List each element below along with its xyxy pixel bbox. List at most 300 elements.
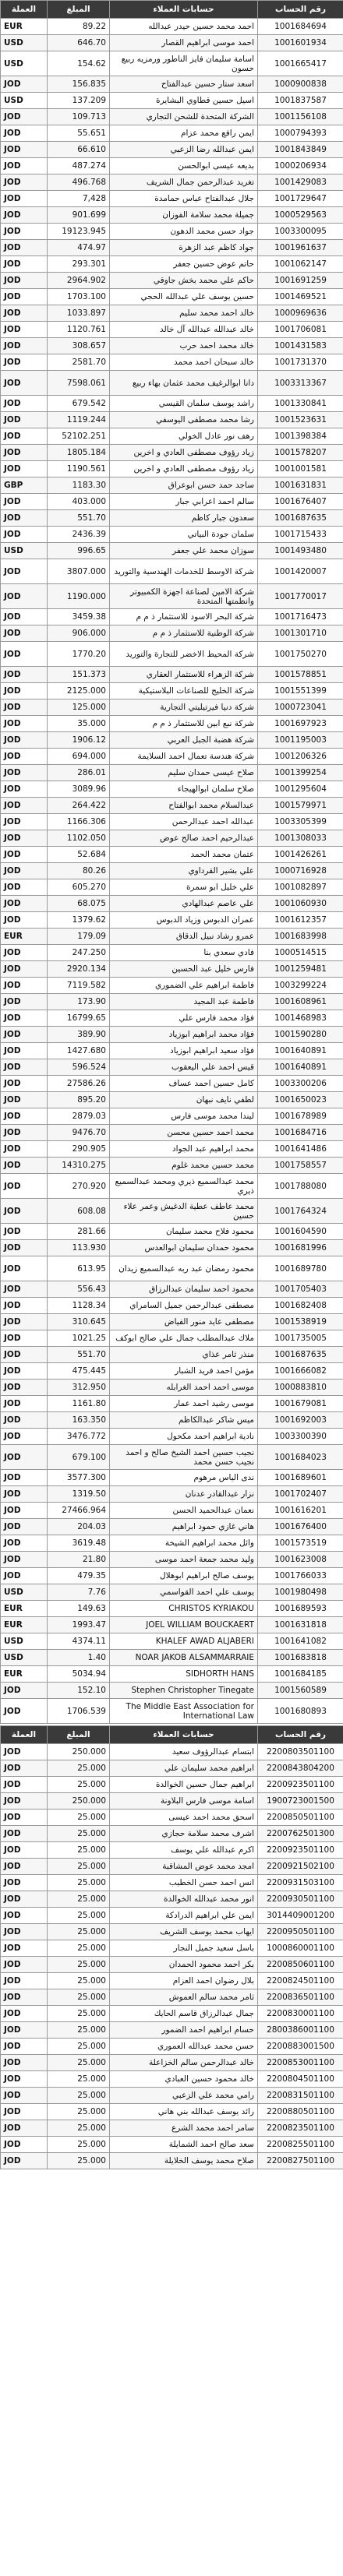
account-number-cell: 1001156108 [258,109,343,125]
table-row [1,174,343,191]
currency-cell: USD [1,51,48,76]
table-row [1,2153,343,2169]
table-row [1,1158,343,1174]
currency-cell: JOD [1,527,48,543]
account-number-cell: 2200804501100 [258,2071,343,2088]
currency-cell: JOD [1,1380,48,1396]
account-number-cell: 1001770017 [258,584,343,609]
amount-cell: 25.000 [48,2006,110,2022]
amount-cell: 608.08 [48,1199,110,1224]
account-number-cell: 1001681996 [258,1240,343,1256]
table-row [1,2039,343,2055]
table-row [1,93,343,109]
amount-cell: 25.000 [48,1859,110,1875]
amount-cell: 3619.48 [48,1535,110,1552]
amount-cell: 2581.70 [48,354,110,371]
amount-cell: 3476.772 [48,1429,110,1445]
header-account: رقم الحساب [258,1,343,19]
table-row [1,863,343,879]
table-row [1,1108,343,1125]
currency-cell: JOD [1,322,48,338]
account-number-cell: 1001420007 [258,559,343,584]
amount-cell: 25.000 [48,2055,110,2071]
table-row [1,2055,343,2071]
customer-name-cell: منذر ثامر عذاي [110,1347,258,1363]
amount-cell: 2436.39 [48,527,110,543]
table-row [1,1699,343,1724]
currency-cell: JOD [1,1859,48,1875]
amount-cell: 27466.964 [48,1503,110,1519]
customer-name-cell: خالد عبدالرحمن سالم الخزاعلة [110,2055,258,2071]
currency-cell: JOD [1,1957,48,1973]
amount-cell: 1427.680 [48,1043,110,1059]
account-number-cell: 1001640891 [258,1059,343,1076]
amount-cell: 16799.65 [48,1010,110,1027]
account-number-cell: 1001678989 [258,1108,343,1125]
amount-cell: 7,428 [48,191,110,207]
amount-cell: 403.000 [48,494,110,510]
account-number-cell: 1001684023 [258,1445,343,1470]
account-number-cell: 1001082897 [258,879,343,896]
table-row [1,1760,343,1777]
currency-cell: JOD [1,396,48,412]
amount-cell: 1703.100 [48,289,110,305]
table-row [1,191,343,207]
currency-cell: JOD [1,830,48,847]
customer-name-cell: زياد رؤوف مصطفى العادي و اخرين [110,445,258,461]
account-number-cell: 1001590280 [258,1027,343,1043]
currency-cell: JOD [1,1486,48,1503]
customer-name-cell: اسحق محمد احمد عيسى [110,1810,258,1826]
table-row [1,1650,343,1666]
account-number-cell: 1001689780 [258,1256,343,1281]
account-number-cell: 1001538919 [258,1314,343,1330]
amount-cell: 25.000 [48,2039,110,2055]
amount-cell: 25.000 [48,1760,110,1777]
customer-name-cell: فؤاد محمد ابراهيم ابوزياد [110,1027,258,1043]
customer-name-cell: سلمان جودة البياتي [110,527,258,543]
amount-cell: 3577.300 [48,1470,110,1486]
table-row [1,929,343,945]
customer-name-cell: موسى رشيد احمد عمار [110,1396,258,1412]
amount-cell: 1183.30 [48,477,110,494]
customer-name-cell: لطفي نايف نبهان [110,1092,258,1108]
customer-name-cell: ليندا محمد موسى فارس [110,1108,258,1125]
account-number-cell: 1001687635 [258,510,343,527]
account-number-cell: 1001062147 [258,256,343,273]
amount-cell: 204.03 [48,1519,110,1535]
account-number-cell: 1001523631 [258,412,343,428]
customer-name-cell: حسام ابراهيم احمد الضمور [110,2022,258,2039]
table-row [1,305,343,322]
customer-name-cell: بلال رضوان احمد العزام [110,1973,258,1989]
customer-name-cell: شركة هضبة الجبل العربي [110,732,258,749]
currency-cell: JOD [1,412,48,428]
customer-name-cell: محمد حسين محمد غلوم [110,1158,258,1174]
account-number-cell: 1001665417 [258,51,343,76]
currency-cell: JOD [1,1842,48,1859]
table-row [1,142,343,158]
table-row [1,716,343,732]
amount-cell: 310.645 [48,1314,110,1330]
header-currency-2: العملة [1,1726,48,1744]
account-number-cell: 1001702407 [258,1486,343,1503]
account-number-cell: 1001716473 [258,609,343,625]
currency-cell: JOD [1,494,48,510]
table-row [1,1224,343,1240]
customer-name-cell: ملاك عبدالمطلب جمال علي صالح ابوكف [110,1330,258,1347]
account-number-cell: 1001706081 [258,322,343,338]
currency-cell: USD [1,35,48,51]
customer-name-cell: شركة الخليج للصناعات البلاستيكية [110,683,258,700]
amount-cell: 679.100 [48,1445,110,1470]
account-number-cell: 1000860001100 [258,1940,343,1957]
amount-cell: 137.209 [48,93,110,109]
currency-cell: JOD [1,1552,48,1568]
amount-cell: 1993.47 [48,1617,110,1633]
amount-cell: 308.657 [48,338,110,354]
currency-cell: GBP [1,477,48,494]
customer-name-cell: محمد ابراهيم عبد الجواد [110,1141,258,1158]
table-row [1,1380,343,1396]
account-number-cell: 2200850501100 [258,1810,343,1826]
account-number-cell: 2200803501100 [258,1744,343,1760]
customer-name-cell: ميس شاكر عبدالكاظم [110,1412,258,1429]
currency-cell: EUR [1,1601,48,1617]
account-number-cell: 2200836501100 [258,1989,343,2006]
currency-cell: JOD [1,912,48,929]
customer-name-cell: ندى الياس مرهوم [110,1470,258,1486]
customer-name-cell: CHRISTOS KYRIAKOU [110,1601,258,1617]
amount-cell: 25.000 [48,1989,110,2006]
amount-cell: 250.000 [48,1744,110,1760]
currency-cell: JOD [1,510,48,527]
table-row [1,1330,343,1347]
customer-name-cell: حسن محمد عبدالله العموري [110,2039,258,2055]
table-row [1,1793,343,1810]
amount-cell: 25.000 [48,1957,110,1973]
customer-name-cell: جمال عبدالرزاق قاسم الحايك [110,2006,258,2022]
account-number-cell: 1001206326 [258,749,343,765]
account-number-cell: 1003300095 [258,224,343,240]
account-number-cell: 1001697923 [258,716,343,732]
amount-cell: 149.63 [48,1601,110,1617]
amount-cell: 7598.061 [48,371,110,396]
account-number-cell: 1001468983 [258,1010,343,1027]
currency-cell: JOD [1,683,48,700]
table-row [1,1973,343,1989]
customer-name-cell: NOAR JAKOB ALSAMMARRAIE [110,1650,258,1666]
account-number-cell: 1000900838 [258,76,343,93]
amount-cell: 596.524 [48,1059,110,1076]
currency-cell: JOD [1,1396,48,1412]
amount-cell: 80.26 [48,863,110,879]
account-number-cell: 1003305399 [258,814,343,830]
currency-cell: JOD [1,142,48,158]
customer-name-cell: انس احمد حسن الخطيب [110,1875,258,1891]
account-number-cell: 1900723001500 [258,1793,343,1810]
table-row [1,1924,343,1940]
amount-cell: 3459.38 [48,609,110,625]
header-account-2: رقم الحساب [258,1726,343,1744]
currency-cell: JOD [1,2022,48,2039]
currency-cell: JOD [1,2006,48,2022]
amount-cell: 1319.50 [48,1486,110,1503]
currency-cell: JOD [1,945,48,961]
account-number-cell: 1001551399 [258,683,343,700]
table-row [1,1347,343,1363]
amount-cell: 1120.761 [48,322,110,338]
table-row [1,700,343,716]
account-number-cell: 1001684185 [258,1666,343,1683]
table-header-row-2 [1,1726,343,1744]
customer-name-cell: SIDHORTH HANS [110,1666,258,1683]
currency-cell: JOD [1,700,48,716]
customer-name-cell: وائل محمد ابراهيم الشيخة [110,1535,258,1552]
customer-name-cell: علي خليل ابو سمرة [110,879,258,896]
amount-cell: 1190.000 [48,584,110,609]
amount-cell: 1805.184 [48,445,110,461]
account-number-cell: 1001679081 [258,1396,343,1412]
table-row [1,19,343,35]
account-number-cell: 1001426261 [258,847,343,863]
table-row [1,945,343,961]
amount-cell: 2125.000 [48,683,110,700]
account-number-cell: 1001399254 [258,765,343,781]
amount-cell: 125.000 [48,700,110,716]
currency-cell: JOD [1,1347,48,1363]
table-row [1,510,343,527]
customer-name-cell: اكرم عبدالله علي يوسف [110,1842,258,1859]
currency-cell: JOD [1,1158,48,1174]
currency-cell: JOD [1,847,48,863]
currency-cell: JOD [1,1445,48,1470]
table-row [1,527,343,543]
customer-name-cell: صلاح عيسى حمدان سليم [110,765,258,781]
account-number-cell: 1001980498 [258,1584,343,1601]
customer-name-cell: حاكم علي محمد بخش جاوقي [110,273,258,289]
currency-cell: JOD [1,732,48,749]
currency-cell: JOD [1,879,48,896]
account-number-cell: 2200930501100 [258,1891,343,1908]
account-number-cell: 1001259481 [258,961,343,978]
table-row [1,1470,343,1486]
table-row [1,2071,343,2088]
account-number-cell: 1001060930 [258,896,343,912]
currency-cell: JOD [1,2120,48,2137]
table-row [1,1601,343,1617]
customer-name-cell: Stephen Christopher Tinegate [110,1683,258,1699]
customer-name-cell: شركة الزهراء للاستثمار العقاري [110,667,258,683]
customer-name-cell: علي عاصم عبدالهادي [110,896,258,912]
account-number-cell: 1001295604 [258,781,343,798]
account-number-cell: 1001731370 [258,354,343,371]
account-number-cell: 1001330841 [258,396,343,412]
amount-cell: 3089.96 [48,781,110,798]
amount-cell: 906.000 [48,625,110,642]
table-row [1,1486,343,1503]
table-body-secondary [1,1744,343,2169]
amount-cell: 152.10 [48,1683,110,1699]
currency-cell: JOD [1,642,48,667]
amount-cell: 25.000 [48,1891,110,1908]
table-row [1,2120,343,2137]
amount-cell: 1102.050 [48,830,110,847]
table-row [1,494,343,510]
table-row [1,1940,343,1957]
table-row [1,1666,343,1683]
currency-cell: EUR [1,1666,48,1683]
table-row [1,1027,343,1043]
currency-cell: USD [1,93,48,109]
account-number-cell: 2200880501100 [258,2104,343,2120]
account-number-cell: 1001788080 [258,1174,343,1199]
currency-cell: JOD [1,749,48,765]
account-number-cell: 1001689593 [258,1601,343,1617]
currency-cell: JOD [1,1989,48,2006]
table-row [1,1519,343,1535]
currency-cell: EUR [1,1617,48,1633]
table-row [1,1957,343,1973]
amount-cell: 270.920 [48,1174,110,1199]
customer-name-cell: ايمن رافع محمد عزام [110,125,258,142]
customer-name-cell: عبدالله احمد عبدالرحمن [110,814,258,830]
table-row [1,1683,343,1699]
table-row [1,1633,343,1650]
customer-name-cell: KHALEF AWAD ALJABERI [110,1633,258,1650]
customer-name-cell: نادية ابراهيم احمد مكحول [110,1429,258,1445]
customer-name-cell: مؤمن احمد فريد الشبار [110,1363,258,1380]
customer-name-cell: احمد محمد حسين حيدر عبدالله [110,19,258,35]
table-row [1,2022,343,2039]
table-row [1,1256,343,1281]
currency-cell: JOD [1,445,48,461]
customer-name-cell: قيس احمد علي اليعقوب [110,1059,258,1076]
table-row [1,994,343,1010]
amount-cell: 1379.62 [48,912,110,929]
account-number-cell: 1001764324 [258,1199,343,1224]
account-number-cell: 2200762501300 [258,1826,343,1842]
table-row [1,1174,343,1199]
customer-name-cell: اسعد ستار حسين عبدالفتاح [110,76,258,93]
account-number-cell: 1001684694 [258,19,343,35]
currency-cell: JOD [1,1793,48,1810]
account-number-cell: 1001398384 [258,428,343,445]
customer-name-cell: بكر احمد محمود الحمدان [110,1957,258,1973]
currency-cell: JOD [1,2137,48,2153]
account-number-cell: 1001837587 [258,93,343,109]
amount-cell: 154.62 [48,51,110,76]
account-number-cell: 1001573519 [258,1535,343,1552]
amount-cell: 25.000 [48,2153,110,2169]
customer-name-cell: خالد محمود حسين العبادي [110,2071,258,2088]
account-number-cell: 1001301710 [258,625,343,642]
customer-name-cell: رامي محمد علي الزعبي [110,2088,258,2104]
account-number-cell: 1001735005 [258,1330,343,1347]
account-number-cell: 2200825501100 [258,2137,343,2153]
table-row [1,896,343,912]
customer-name-cell: ساجد حمد حسن ابوعراق [110,477,258,494]
currency-cell: JOD [1,1043,48,1059]
table-row [1,584,343,609]
account-number-cell: 1003299224 [258,978,343,994]
customer-name-cell: موسى احمد احمد الغرابله [110,1380,258,1396]
amount-cell: 312.950 [48,1380,110,1396]
amount-cell: 25.000 [48,1826,110,1842]
currency-cell: JOD [1,1141,48,1158]
customer-name-cell: علي بشير القرداوي [110,863,258,879]
account-number-cell: 1000529563 [258,207,343,224]
customer-name-cell: كامل حسين احمد عساف [110,1076,258,1092]
customer-name-cell: خالد سبحان احمد محمد [110,354,258,371]
currency-cell: JOD [1,1699,48,1724]
account-number-cell: 1001666082 [258,1363,343,1380]
amount-cell: 4374.11 [48,1633,110,1650]
customer-name-cell: شركة الاوسط للخدمات الهندسية والتوريد [110,559,258,584]
account-number-cell: 1003313367 [258,371,343,396]
table-row [1,428,343,445]
currency-cell: JOD [1,1010,48,1027]
amount-cell: 7.76 [48,1584,110,1601]
currency-cell: USD [1,1633,48,1650]
table-row [1,732,343,749]
table-row [1,765,343,781]
amount-cell: 475.445 [48,1363,110,1380]
currency-cell: JOD [1,1281,48,1298]
account-number-cell: 1001608961 [258,994,343,1010]
customer-name-cell: الشركة المتحدة للشحن التجاري [110,109,258,125]
account-number-cell: 1000723041 [258,700,343,716]
table-row [1,354,343,371]
account-number-cell: 2200850601100 [258,1957,343,1973]
table-row [1,412,343,428]
currency-cell: JOD [1,994,48,1010]
currency-cell: JOD [1,354,48,371]
customer-name-cell: محمود حمدان سليمان ابوالعدس [110,1240,258,1256]
table-row [1,749,343,765]
currency-cell: JOD [1,256,48,273]
table-row [1,879,343,896]
currency-cell: JOD [1,625,48,642]
amount-cell: 25.000 [48,1908,110,1924]
table-row [1,1412,343,1429]
account-number-cell: 1001641082 [258,1633,343,1650]
amount-cell: 2964.902 [48,273,110,289]
table-row [1,1059,343,1076]
table-row [1,2088,343,2104]
account-number-cell: 1001560589 [258,1683,343,1699]
account-number-cell: 2200921502100 [258,1859,343,1875]
currency-cell: JOD [1,371,48,396]
amount-cell: 551.70 [48,510,110,527]
currency-cell: JOD [1,76,48,93]
account-number-cell: 1001623008 [258,1552,343,1568]
currency-cell: JOD [1,2071,48,2088]
header-amount-2: المبلغ [48,1726,110,1744]
table-row [1,2006,343,2022]
customer-name-cell: شركة المحيط الاخضر للتجارة والتوريد [110,642,258,667]
amount-cell: 1033.897 [48,305,110,322]
currency-cell: JOD [1,125,48,142]
table-row [1,224,343,240]
account-number-cell: 2200923501100 [258,1777,343,1793]
customer-name-cell: ايمن علي ابراهيم الدرادكة [110,1908,258,1924]
account-number-cell: 1001750270 [258,642,343,667]
customer-name-cell: محمد عبدالسميع ذيري ومحمد عبدالسميع ذيري [110,1174,258,1199]
account-number-cell: 1001715433 [258,527,343,543]
amount-cell: 25.000 [48,1810,110,1826]
table-row [1,847,343,863]
